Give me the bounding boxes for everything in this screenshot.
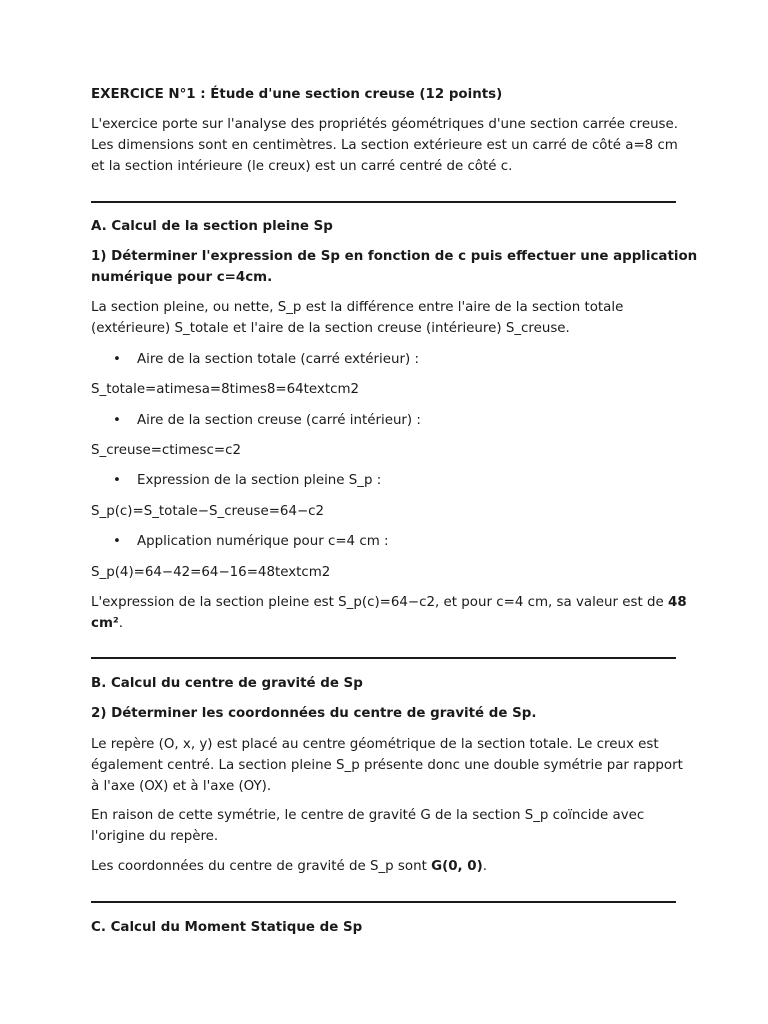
result-value: G(0, 0)	[431, 859, 483, 874]
bullet-text: Application numérique pour c=4 cm :	[137, 534, 389, 549]
paragraph-line: Le repère (O, x, y) est placé au centre géométrique de la section totale. Le creux est	[91, 737, 659, 752]
section-divider	[91, 201, 676, 203]
question-2: 2) Déterminer les coordonnées du centre de gravité de Sp.	[91, 706, 537, 721]
conclusion-line	[91, 613, 681, 634]
bullet-glyph: •	[113, 534, 121, 549]
section-a-conclusion	[91, 592, 687, 634]
intro-line: Les dimensions sont en centimètres. La section extérieure est un carré de côté a=8 cm	[91, 138, 678, 153]
intro-line: et la section intérieure (le creux) est un carré centré de côté c.	[91, 159, 513, 174]
equation: S_creuse=ctimesc=c2	[91, 443, 241, 458]
bullet-glyph: •	[113, 473, 121, 488]
question-line: 1) Déterminer l'expression de Sp en fonction de c puis effectuer une application	[91, 249, 698, 264]
section-b-paragraph	[91, 805, 681, 847]
section-divider	[91, 901, 676, 903]
bullet-glyph: •	[113, 413, 121, 428]
section-c-heading: C. Calcul du Moment Statique de Sp	[91, 920, 363, 935]
paragraph-line: l'origine du repère.	[91, 829, 219, 844]
question-line: numérique pour c=4cm.	[91, 270, 273, 285]
result-unit: cm²	[91, 616, 119, 631]
paragraph-line: également centré. La section pleine S_p présente donc une double symétrie par rapport	[91, 758, 683, 773]
section-b-heading: B. Calcul du centre de gravité de Sp	[91, 676, 363, 691]
paragraph-line: (extérieure) S_totale et l'aire de la section creuse (intérieure) S_creuse.	[91, 321, 570, 336]
conclusion-end: .	[118, 616, 124, 631]
conclusion-line	[91, 592, 687, 613]
result-text: Les coordonnées du centre de gravité de S_p sont	[91, 859, 432, 874]
equation: S_totale=atimesa=8times8=64textcm2	[91, 382, 360, 397]
conclusion-text: L'expression de la section pleine est S_p(c)=64−c2, et pour c=4 cm, sa valeur est de	[91, 595, 669, 610]
bullet-text: Expression de la section pleine S_p :	[137, 473, 382, 488]
result-value: 48	[668, 595, 687, 610]
bullet-glyph: •	[113, 352, 121, 367]
question-1	[91, 246, 698, 288]
paragraph-line: La section pleine, ou nette, S_p est la différence entre l'aire de la section totale	[91, 300, 624, 315]
section-a-paragraph	[91, 297, 681, 339]
intro-paragraph	[91, 114, 681, 177]
equation: S_p(4)=64−42=64−16=48textcm2	[91, 565, 331, 580]
bullet-text: Aire de la section totale (carré extérieur) :	[137, 352, 419, 367]
bullet-text: Aire de la section creuse (carré intérieur) :	[137, 413, 421, 428]
result-end: .	[482, 859, 487, 874]
equation: S_p(c)=S_totale−S_creuse=64−c2	[91, 504, 325, 519]
intro-line: L'exercice porte sur l'analyse des propriétés géométriques d'une section carrée creuse.	[91, 117, 679, 132]
section-a-heading: A. Calcul de la section pleine Sp	[91, 219, 333, 234]
exercise-title: EXERCICE N°1 : Étude d'une section creuse (12 points)	[91, 87, 503, 102]
paragraph-line: à l'axe (OX) et à l'axe (OY).	[91, 779, 272, 794]
section-b-paragraph	[91, 734, 681, 797]
section-b-result	[91, 856, 681, 877]
section-divider	[91, 657, 676, 659]
paragraph-line: En raison de cette symétrie, le centre de gravité G de la section S_p coïncide avec	[91, 808, 645, 823]
